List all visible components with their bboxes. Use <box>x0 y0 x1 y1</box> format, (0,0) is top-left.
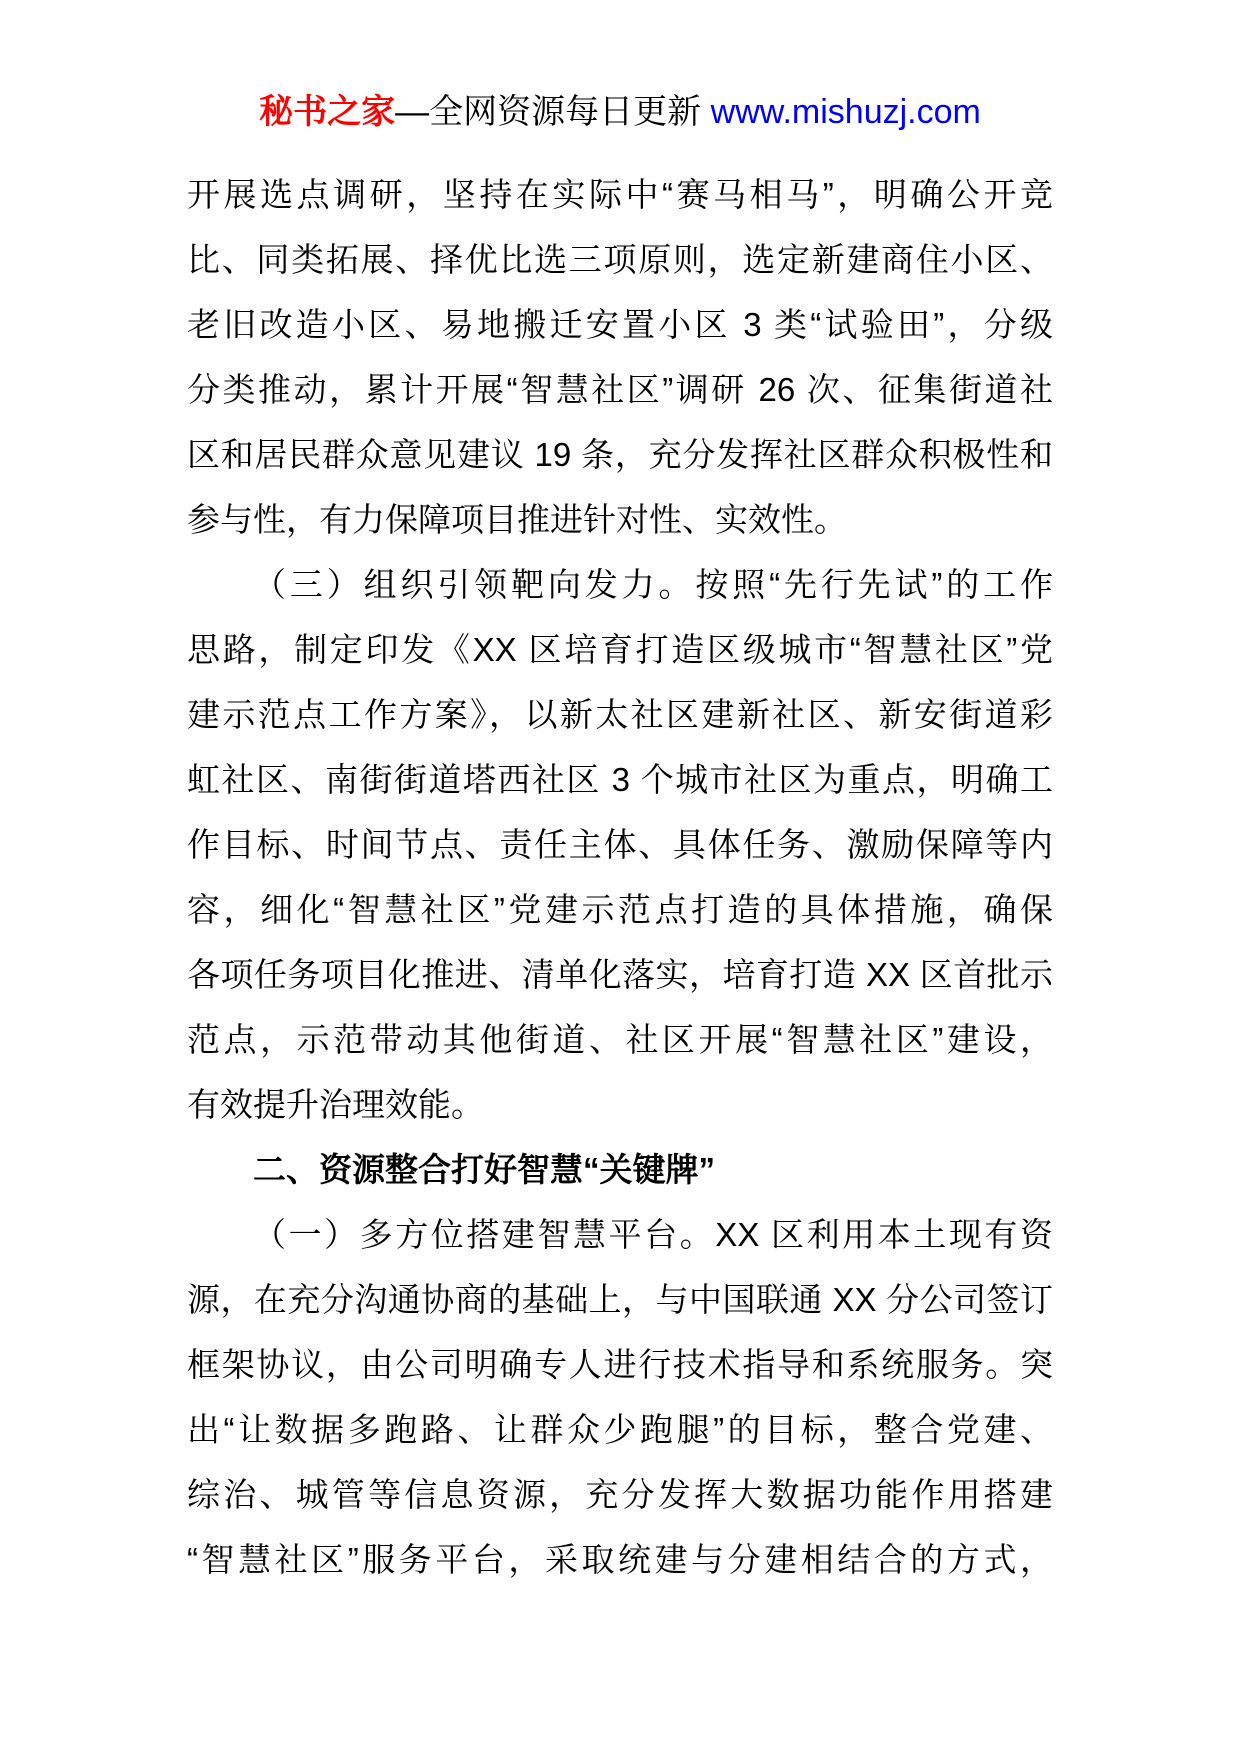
text-line: 源，在充分沟通协商的基础上，与中国联通 XX 分公司签订 <box>187 1281 1053 1318</box>
paragraph-lead-line: （三）组织引领靶向发力。按照“先行先试”的工作 <box>253 566 1053 603</box>
text-line: 比、同类拓展、择优比选三项原则，选定新建商住小区、 <box>187 241 1053 278</box>
text-line: 各项任务项目化推进、清单化落实，培育打造 XX 区首批示 <box>187 956 1053 993</box>
text-line: 区和居民群众意见建议 19 条，充分发挥社区群众积极性和 <box>187 436 1053 473</box>
text-line: 出“让数据多跑路、让群众少跑腿”的目标，整合党建、 <box>187 1411 1053 1448</box>
text-line: “智慧社区”服务平台，采取统建与分建相结合的方式， <box>187 1541 1053 1578</box>
site-header <box>0 88 1240 136</box>
site-url-link[interactable]: www.mishuzj.com <box>710 93 981 131</box>
site-tagline: —全网资源每日更新 <box>395 93 702 131</box>
document-body <box>187 162 1053 1592</box>
text-line: 分类推动，累计开展“智慧社区”调研 26 次、征集街道社 <box>187 371 1053 408</box>
text-line: 建示范点工作方案》，以新太社区建新社区、新安街道彩 <box>187 696 1053 733</box>
paragraph-lead-line: （一）多方位搭建智慧平台。XX 区利用本土现有资 <box>253 1216 1053 1253</box>
text-line: 框架协议，由公司明确专人进行技术指导和系统服务。突 <box>187 1346 1053 1383</box>
text-line: 作目标、时间节点、责任主体、具体任务、激励保障等内 <box>187 826 1053 863</box>
text-line: 老旧改造小区、易地搬迁安置小区 3 类“试验田”，分级 <box>187 306 1053 343</box>
text-line: 综治、城管等信息资源，充分发挥大数据功能作用搭建 <box>187 1476 1053 1513</box>
section-heading: 二、资源整合打好智慧“关键牌” <box>253 1151 715 1188</box>
text-line: 有效提升治理效能。 <box>187 1086 484 1123</box>
site-brand: 秘书之家 <box>259 93 396 131</box>
text-line: 参与性，有力保障项目推进针对性、实效性。 <box>187 501 847 538</box>
text-line: 虹社区、南街街道塔西社区 3 个城市社区为重点，明确工 <box>187 761 1053 798</box>
text-line: 思路，制定印发《XX 区培育打造区级城市“智慧社区”党 <box>187 631 1053 668</box>
text-line: 开展选点调研，坚持在实际中“赛马相马”，明确公开竞 <box>187 176 1053 213</box>
text-line: 范点，示范带动其他街道、社区开展“智慧社区”建设， <box>187 1021 1053 1058</box>
text-line: 容，细化“智慧社区”党建示范点打造的具体措施，确保 <box>187 891 1053 928</box>
